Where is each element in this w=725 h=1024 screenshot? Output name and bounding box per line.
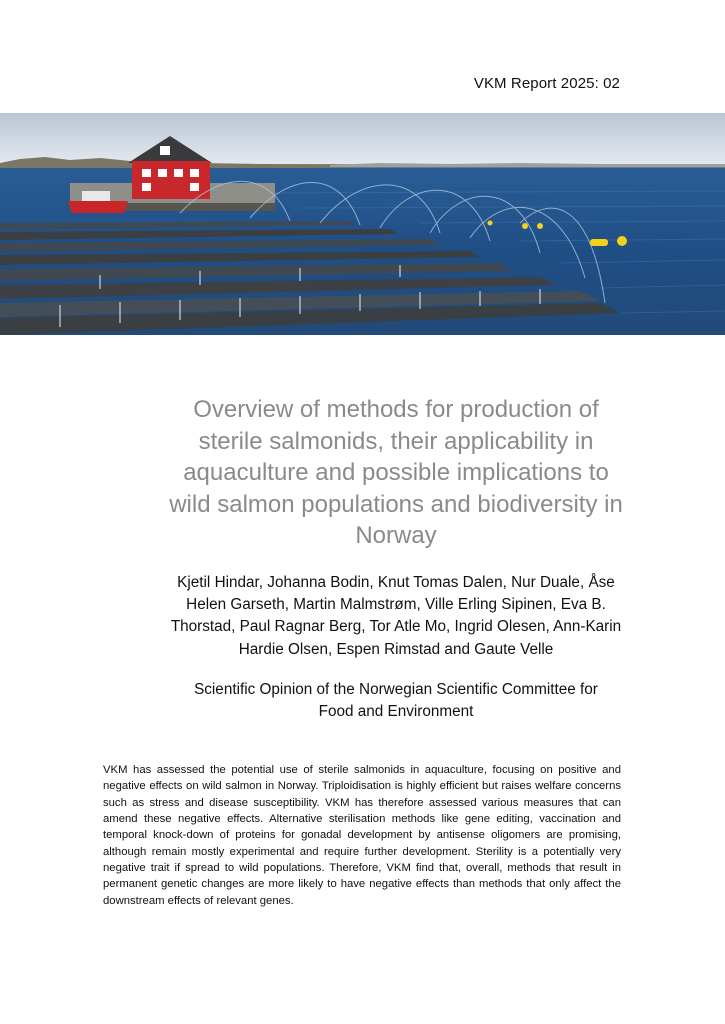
sky — [0, 113, 725, 165]
report-title: Overview of methods for production of sterile salmonids, their applicability in aquaculture and possible implications to wild salmon populations and biodiversity in Norway — [169, 396, 623, 549]
red-boat — [68, 201, 128, 213]
cover-photo-fish-farm — [0, 113, 725, 335]
fish-farm-photo-icon — [0, 113, 725, 335]
report-number: VKM Report 2025: 02 — [473, 75, 620, 92]
abstract-paragraph: VKM has assessed the potential use of sterile salmonids in aquaculture, focusing on positive and negative effects on wild salmon in Norway. Triploidisation is highly efficient but raises welfare concerns such as stress and disease susceptibility. VKM has therefore assessed various measures that can amend these negative effects. Alternative sterilisation methods like gene editing, vaccination and temporal knock-down of proteins for gonadal development by antisense oligomers are promising, although remain mostly experimental and require further development. Sterility is a potentially very negative trait if spread to wild populations. Therefore, VKM find that, overall, methods that result in permanent genetic changes are more likely to have negative effects than methods that only affect the downstream effects of relevant genes. — [103, 764, 621, 907]
opinion-statement: Scientific Opinion of the Norwegian Scientific Committee for Food and Environment — [194, 681, 598, 721]
author-list: Kjetil Hindar, Johanna Bodin, Knut Tomas Dalen, Nur Duale, Åse Helen Garseth, Martin Malmstrøm, Ville Erling Sipinen, Eva B. Thorstad, Paul Ragnar Berg, Tor Atle Mo, Ingrid Olesen, Ann-Karin Hardie Olsen, Espen Rimstad and Gaute Velle — [170, 574, 622, 658]
